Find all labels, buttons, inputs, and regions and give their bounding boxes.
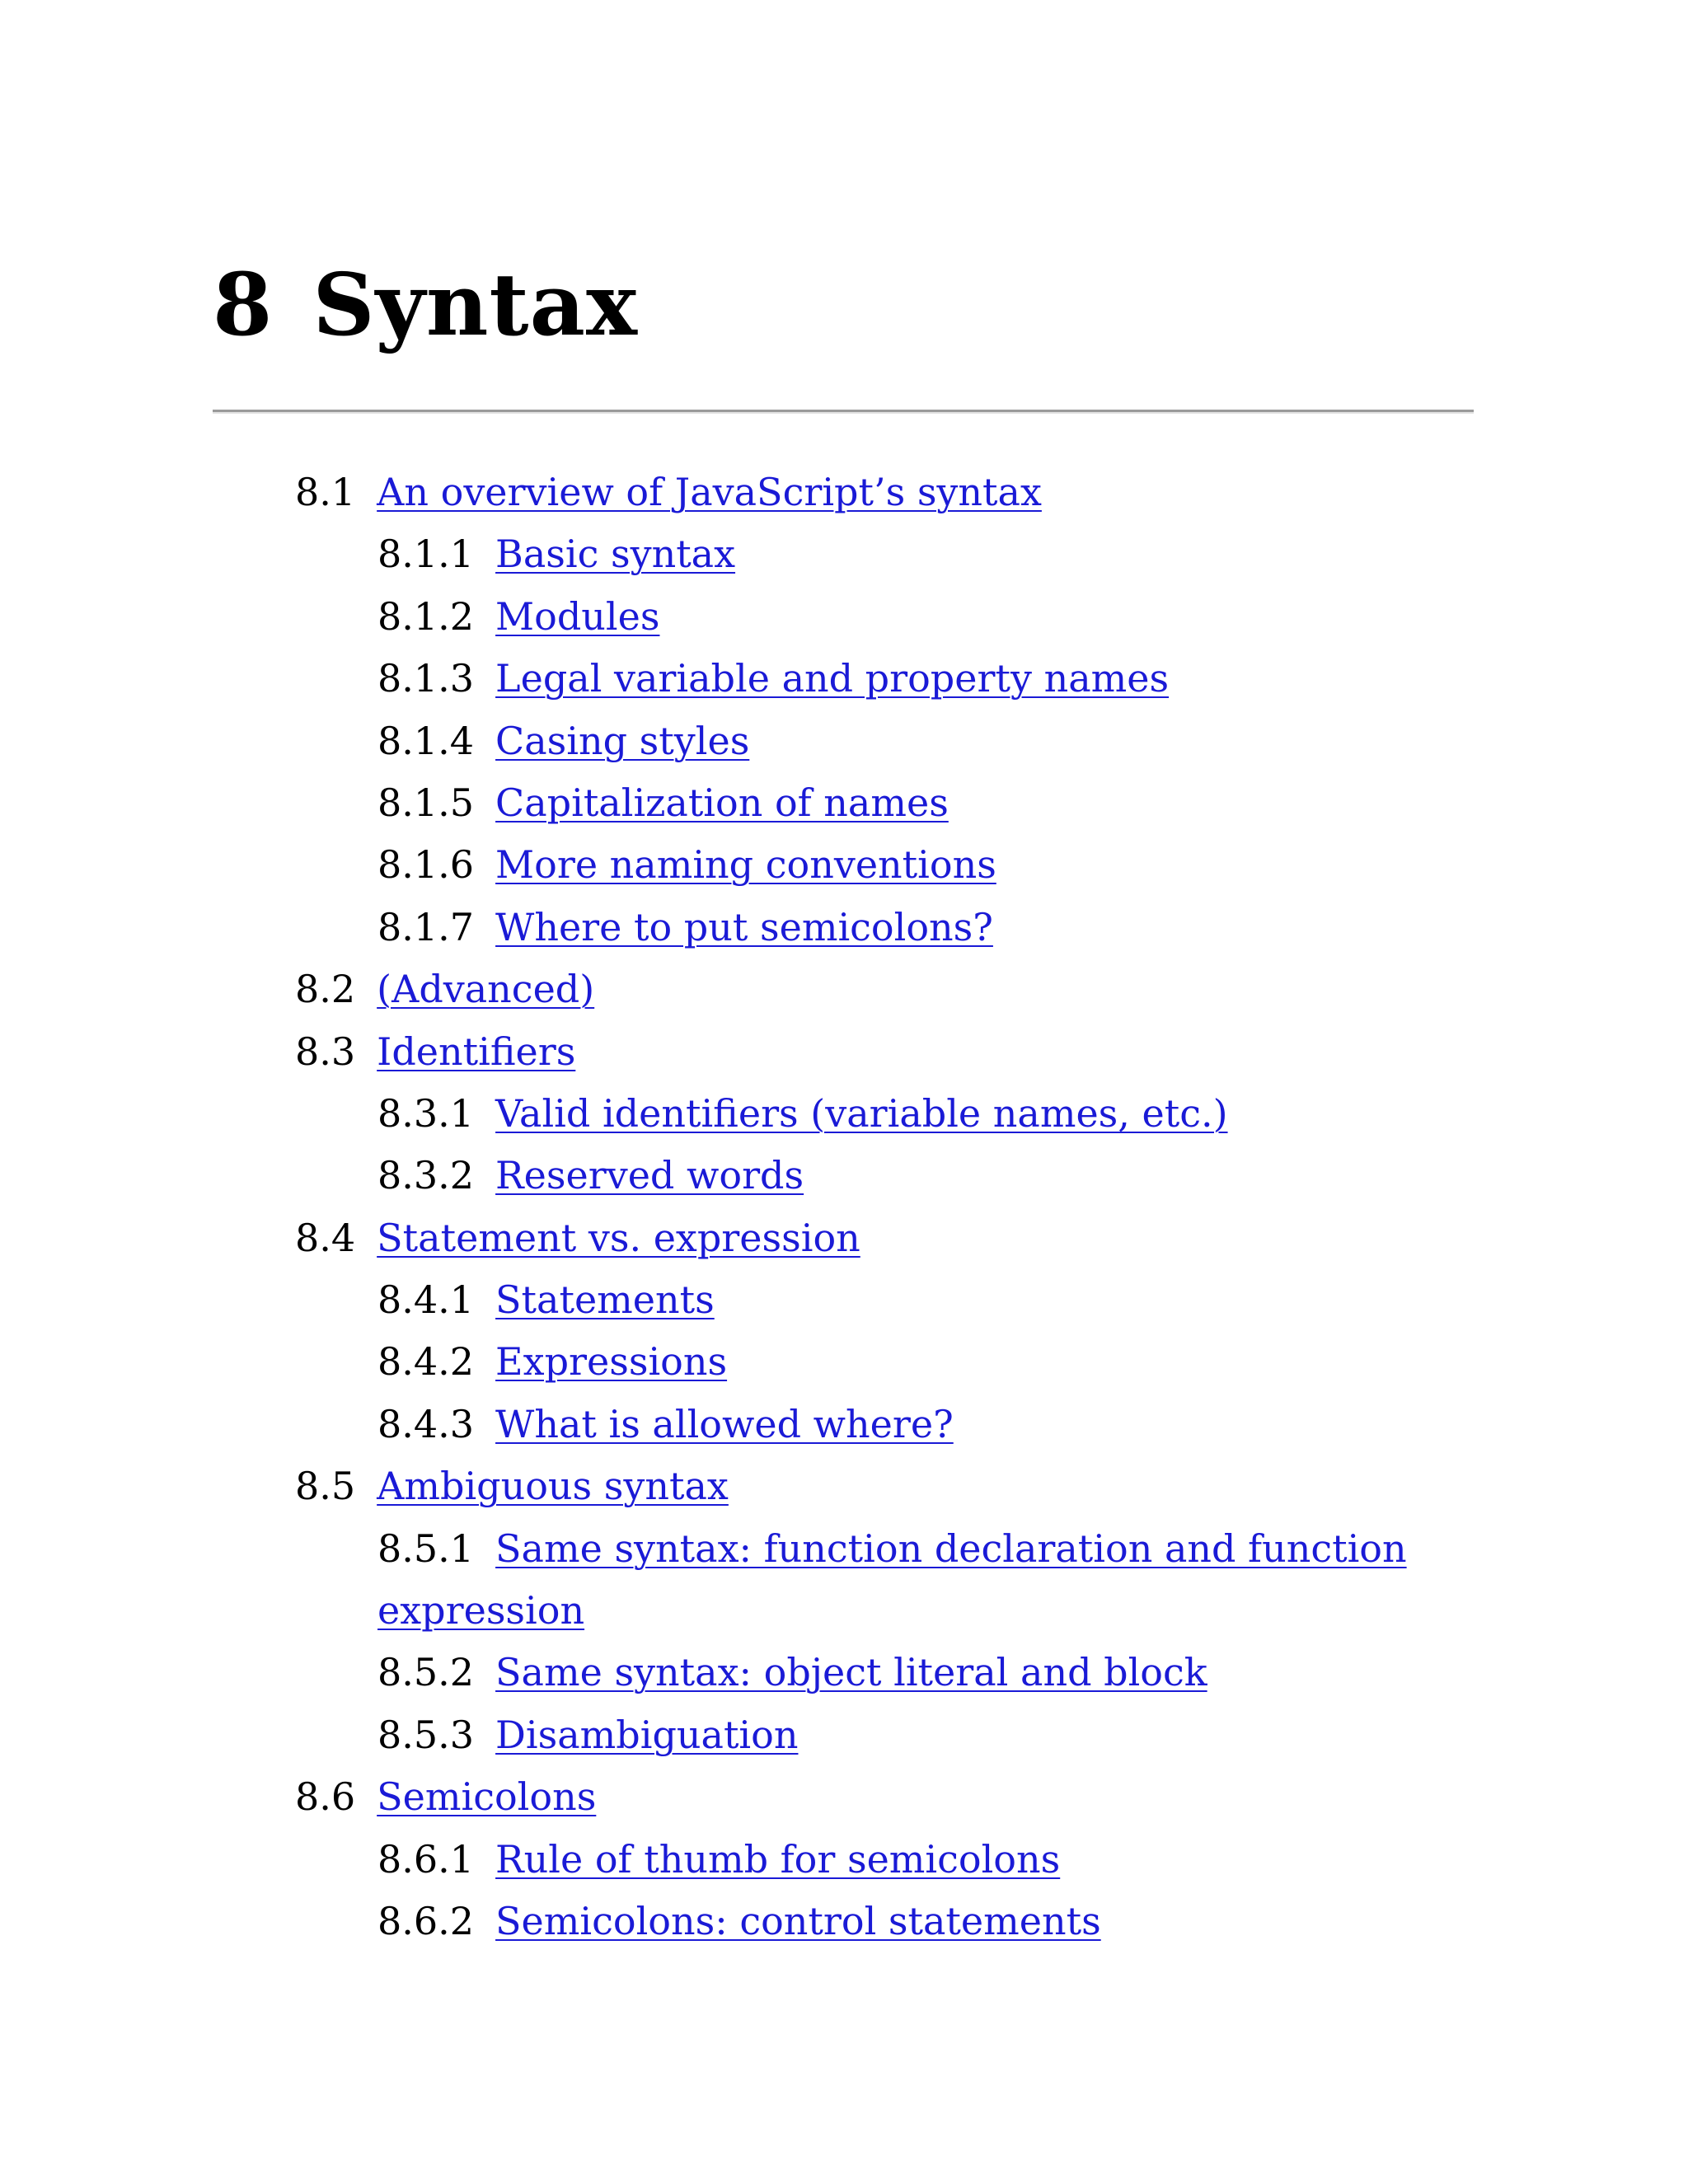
toc-item	[0, 1083, 1688, 1145]
toc-item	[0, 958, 1688, 1020]
toc-item-number: 8.5.2	[377, 1650, 475, 1695]
toc-link[interactable]: Legal variable and property names	[495, 656, 1170, 701]
toc-item	[0, 1021, 1688, 1083]
toc-link[interactable]: Semicolons: control statements	[495, 1899, 1101, 1943]
toc-link[interactable]: Modules	[495, 593, 660, 639]
title-divider	[213, 410, 1474, 414]
toc-link[interactable]: Disambiguation	[495, 1712, 799, 1757]
chapter-title-text: Syntax	[312, 254, 638, 355]
toc-item	[0, 710, 1688, 772]
toc-item-number: 8.1	[295, 470, 356, 514]
toc-link[interactable]: Basic syntax	[495, 532, 736, 577]
toc-item-wrap	[377, 1518, 1416, 1643]
toc-item-number: 8.4.2	[377, 1339, 475, 1385]
toc-item	[0, 586, 1688, 648]
chapter-title	[213, 247, 638, 363]
toc-item-number: 8.2	[295, 967, 356, 1012]
toc-item	[0, 1455, 1688, 1517]
toc-link[interactable]: Rule of thumb for semicolons	[495, 1836, 1061, 1882]
toc-link[interactable]: Same syntax: object literal and block	[495, 1650, 1207, 1695]
toc-link[interactable]: Statement vs. expression	[377, 1215, 860, 1260]
toc-link[interactable]: More naming conventions	[495, 842, 996, 888]
toc-item	[0, 462, 1688, 523]
toc-item	[0, 1642, 1688, 1704]
toc-item-number: 8.3.1	[377, 1090, 475, 1136]
toc-link[interactable]: An overview of JavaScript’s syntax	[377, 470, 1042, 514]
toc-item-number: 8.4	[295, 1215, 356, 1260]
toc-item-number: 8.6.1	[377, 1836, 475, 1882]
toc-item	[0, 1891, 1688, 1952]
toc-item-number: 8.1.3	[377, 656, 475, 701]
toc-item-number: 8.4.1	[377, 1277, 475, 1323]
toc-item	[0, 648, 1688, 710]
toc-link[interactable]: What is allowed where?	[495, 1401, 954, 1446]
toc-item-number: 8.4.3	[377, 1401, 475, 1446]
toc-item-number: 8.3.2	[377, 1153, 475, 1198]
toc-item	[0, 1331, 1688, 1393]
toc-link[interactable]: Statements	[495, 1277, 715, 1323]
toc-item	[0, 1269, 1688, 1331]
chapter-number: 8	[213, 254, 274, 355]
toc-item	[0, 1518, 1688, 1643]
toc-item-number: 8.1.1	[377, 532, 475, 577]
toc-link[interactable]: Capitalization of names	[495, 780, 949, 825]
toc-item	[0, 1394, 1688, 1455]
toc-link[interactable]: Where to put semicolons?	[495, 904, 993, 949]
toc-item-number: 8.1.4	[377, 718, 475, 763]
toc-item-number: 8.5	[295, 1464, 356, 1509]
table-of-contents	[0, 462, 1688, 1952]
toc-item	[0, 1145, 1688, 1207]
toc-link[interactable]: Semicolons	[377, 1774, 597, 1820]
toc-item-number: 8.1.6	[377, 842, 475, 888]
toc-link[interactable]: (Advanced)	[377, 967, 595, 1012]
toc-link[interactable]: Expressions	[495, 1339, 728, 1385]
toc-item	[0, 834, 1688, 896]
toc-item	[0, 772, 1688, 834]
toc-item-number: 8.1.7	[377, 904, 475, 949]
toc-item-number: 8.3	[295, 1029, 356, 1074]
toc-item	[0, 1766, 1688, 1828]
toc-item-number: 8.5.1	[377, 1526, 475, 1571]
toc-item	[0, 523, 1688, 585]
toc-item-number: 8.1.5	[377, 780, 475, 825]
toc-item-number: 8.1.2	[377, 593, 475, 639]
toc-link[interactable]: Valid identifiers (variable names, etc.)	[495, 1090, 1228, 1136]
toc-item	[0, 1829, 1688, 1891]
toc-item	[0, 1207, 1688, 1269]
toc-link[interactable]: Same syntax: function declaration and function expression	[377, 1526, 1407, 1633]
toc-item-number: 8.6.2	[377, 1899, 475, 1943]
toc-link[interactable]: Ambiguous syntax	[377, 1464, 729, 1509]
toc-link[interactable]: Casing styles	[495, 718, 750, 763]
toc-item-number: 8.6	[295, 1774, 356, 1820]
toc-link[interactable]: Reserved words	[495, 1153, 804, 1198]
toc-item	[0, 1704, 1688, 1766]
toc-item	[0, 897, 1688, 958]
toc-link[interactable]: Identifiers	[377, 1029, 576, 1074]
toc-item-number: 8.5.3	[377, 1712, 475, 1757]
